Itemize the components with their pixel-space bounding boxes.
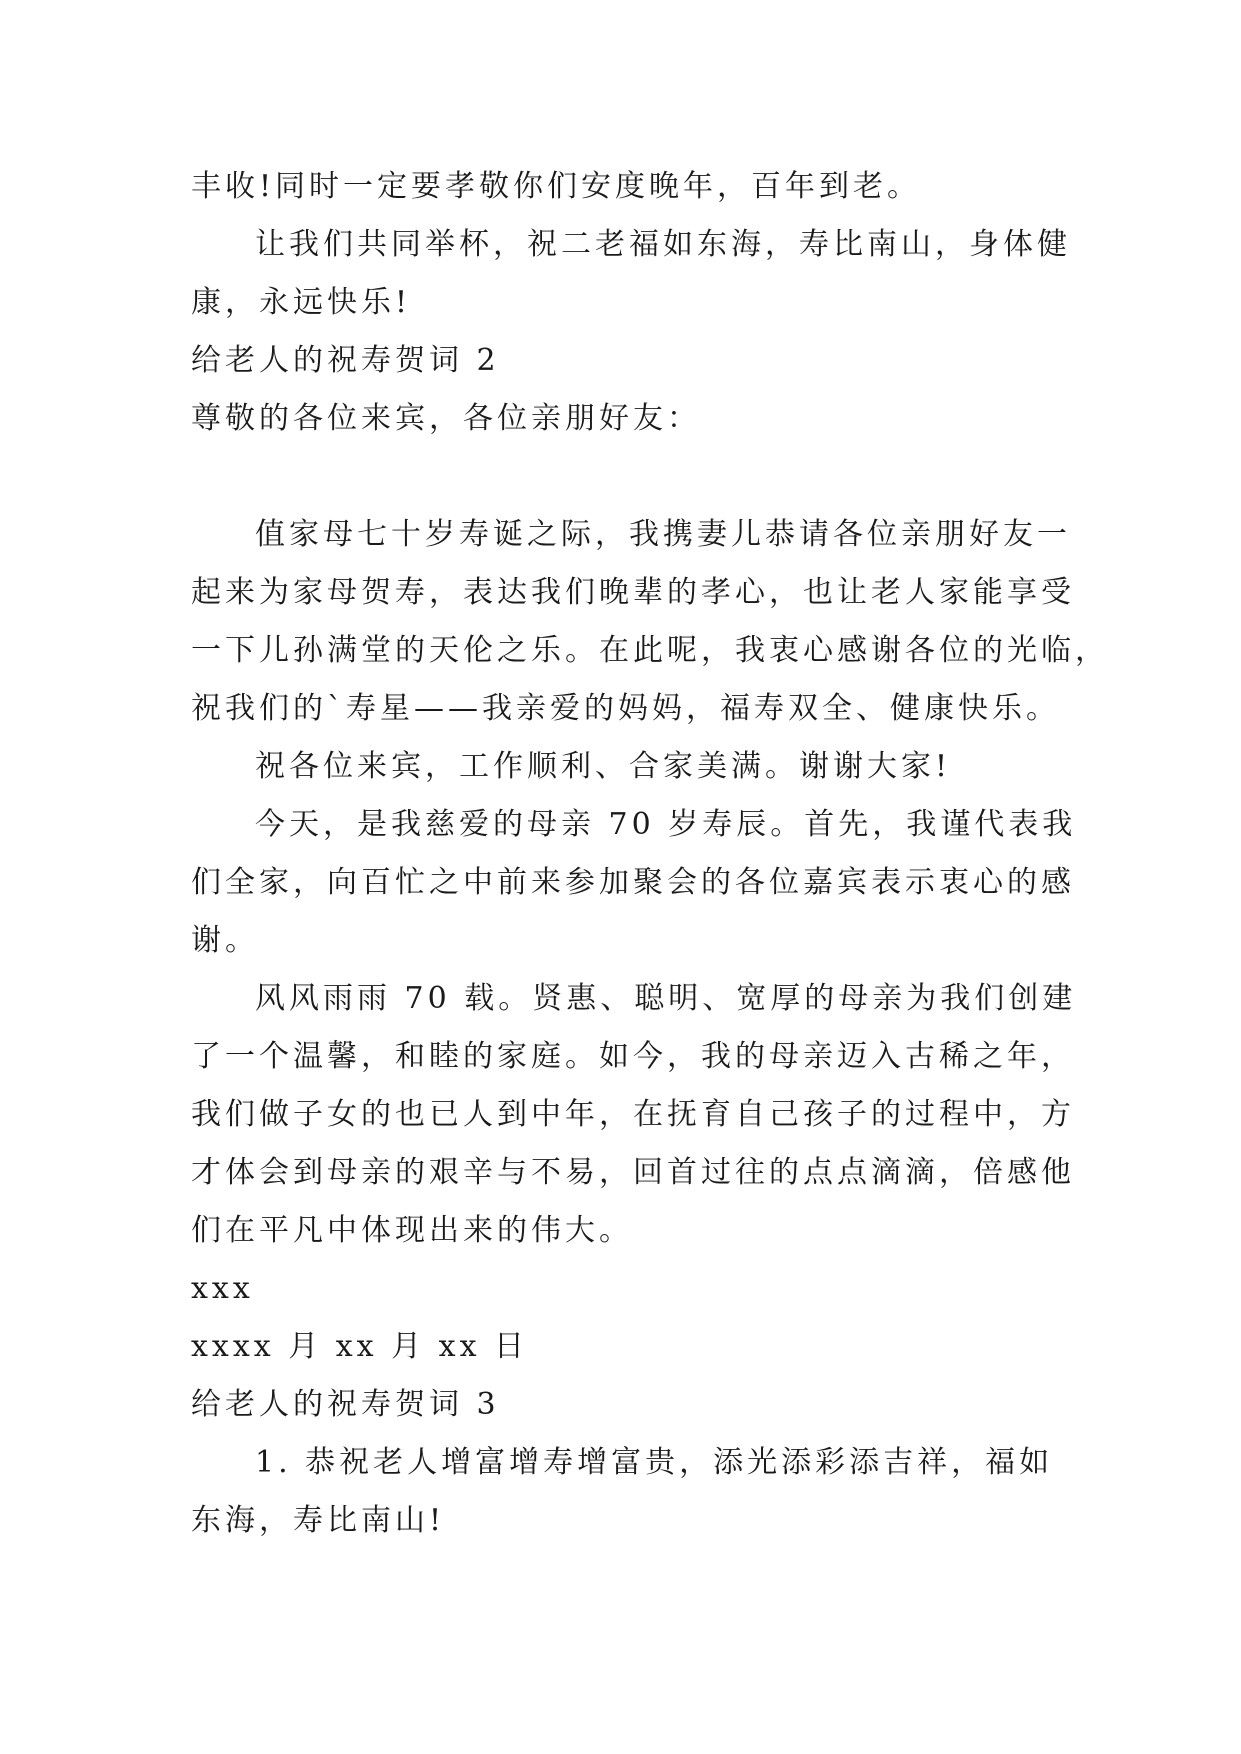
paragraph-line: 谢。 [191, 923, 259, 958]
paragraph-line: 们全家，向百忙之中前来参加聚会的各位嘉宾表示衷心的感 [191, 865, 1075, 900]
paragraph-line: 风风雨雨 70 载。贤惠、聪明、宽厚的母亲为我们创建 [255, 981, 1077, 1016]
signature-date: xxxx 月 xx 月 xx 日 [191, 1329, 529, 1364]
paragraph-line: 一下儿孙满堂的天伦之乐。在此呢，我衷心感谢各位的光临， [191, 633, 1109, 668]
paragraph-line: 今天，是我慈爱的母亲 70 岁寿辰。首先，我谨代表我 [255, 807, 1077, 842]
paragraph-line: 让我们共同举杯，祝二老福如东海，寿比南山，身体健 [255, 227, 1071, 262]
list-item-line: 东海，寿比南山! [191, 1503, 446, 1538]
list-item-line: 1. 恭祝老人增富增寿增富贵，添光添彩添吉祥，福如 [255, 1445, 1054, 1480]
paragraph-line: 丰收!同时一定要孝敬你们安度晚年，百年到老。 [191, 169, 922, 204]
signature-name: xxx [191, 1271, 254, 1306]
paragraph-line: 了一个温馨，和睦的家庭。如今，我的母亲迈入古稀之年， [191, 1039, 1075, 1074]
paragraph-line: 才体会到母亲的艰辛与不易，回首过往的点点滴滴，倍感他 [191, 1155, 1075, 1190]
paragraph-line: 祝我们的`寿星——我亲爱的妈妈，福寿双全、健康快乐。 [191, 691, 1060, 726]
salutation: 尊敬的各位来宾，各位亲朋好友： [191, 401, 701, 436]
paragraph-line: 起来为家母贺寿，表达我们晚辈的孝心，也让老人家能享受 [191, 575, 1075, 610]
section-heading: 给老人的祝寿贺词 3 [191, 1387, 500, 1422]
paragraph-line: 祝各位来宾，工作顺利、合家美满。谢谢大家! [255, 749, 952, 784]
paragraph-line: 们在平凡中体现出来的伟大。 [191, 1213, 633, 1248]
paragraph-line: 值家母七十岁寿诞之际，我携妻儿恭请各位亲朋好友一 [255, 517, 1071, 552]
paragraph-line: 康，永远快乐! [191, 285, 412, 320]
blank-line [191, 448, 1051, 506]
section-heading: 给老人的祝寿贺词 2 [191, 343, 500, 378]
paragraph-line: 我们做子女的也已人到中年，在抚育自己孩子的过程中，方 [191, 1097, 1075, 1132]
document-page [191, 158, 1109, 1550]
